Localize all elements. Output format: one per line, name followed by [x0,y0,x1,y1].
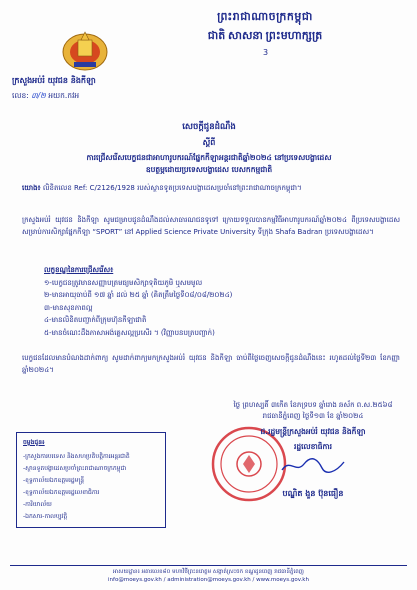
page-footer [10,565,407,584]
criteria-item: ៣-មានសុខភាពល្អ [44,303,93,312]
recipients-heading: ចម្លងជូន៖ [23,439,45,446]
criteria-list [44,264,384,339]
recipient-item: -ខុទ្ទកាល័យឯកឧត្តមរដ្ឋលេខាធិការ [23,489,100,496]
reference-subject [22,183,397,194]
recipient-item: -ស្ថានទូតបង្លាដេសប្រចាំព្រះរាជាណាចក្រកម្ពុជា [23,465,127,472]
title-line3: ការជ្រើសរើសបេក្ខជនជាអាហារូបករណ៍ផ្នែកកីឡាអន្តរជាតិឆ្នាំ២០២៤ នៅប្រទេសបង្លាដេស [86,153,332,162]
signatory-title: ជ.រដ្ឋមន្ត្រីក្រសួងអប់រំ យុវជន និងកីឡា [260,427,366,436]
kingdom-line2: ជាតិ សាសនា ព្រះមហាក្សត្រ [207,30,323,42]
title-line1: សេចក្តីជូនដំណឹង [182,122,236,132]
title-line2: ស្តីពី [202,138,216,147]
criteria-heading: លក្ខខណ្ឌនៃការជ្រើសរើស៖ [44,266,114,274]
handwritten-signature-icon [278,456,348,476]
ornament-divider: 3 [262,48,268,57]
recipient-item: -ក្រសួងការបរទេស និងសហប្រតិបត្តិការអន្តរជាតិ [23,453,130,460]
signatory-role: រដ្ឋលេខាធិការ [293,442,333,451]
recipient-item: -ការិយាល័យ [23,501,52,508]
body-paragraph-2: បេក្ខជនដែលមានបំណងដាក់ពាក្យ សូមដាក់ពាក្យមកក្រសួងអប់រំ យុវជន និងកីឡា ចាប់ពីថ្ងៃចេញសេចក្តីជូនដំណឹងនេះ រហូតដល់ថ្ងៃទី២៣ ខែកញ្ញា ឆ្នាំ២០២៤។ [22,354,400,374]
criteria-item: ២-មានអាយុចាប់ពី ១៧ ឆ្នាំ ដល់ ២៥ ឆ្នាំ (គិតត្រឹមថ្ងៃទី០៨/០៨/២០២៤) [44,291,233,299]
ref-number: ៣/២ [31,91,46,100]
criteria-item: ១-បេក្ខជនត្រូវមានសញ្ញាបត្រមធ្យមសិក្សាទុតិយភូមិ ឬសមមូល [44,278,203,287]
ministry-name: ក្រសួងអប់រំ យុវជន និងកីឡា [12,76,96,85]
criteria-item: ៤-មានលិខិតបញ្ជាក់ពីក្រុមហ៊ុនកីឡាជាតិ [44,316,147,324]
issue-date: រាជធានីភ្នំពេញ ថ្ងៃទី១៣ ខែ ឆ្នាំ២០២៤ [262,412,364,420]
ministry-emblem-icon [60,28,110,72]
footer-contact: info@moeys.gov.kh / administration@moeys.gov.kh / www.moeys.gov.kh [108,577,309,583]
copy-recipients-box [16,432,166,528]
footer-address: អាសយដ្ឋាន៖ អគារលេខ៨០ មហាវិថីព្រះនរោត្តម សង្កាត់ស្រះចក ខណ្ឌដូនពេញ រាជធានីភ្នំពេញ [113,569,304,575]
body-paragraph-1: ក្រសួងអប់រំ យុវជន និងកីឡា សូមជម្រាបជូនដំណឹងដល់សាធារណជនទូទៅ ក្រោយទទួលបានកម្មវិធីអាហារូបករណ៍ឆ្នាំ២០២៤ ពីប្រទេសបង្លាដេស សម្រាប់ការសិក្សាផ្នែកកីឡា “SPORT” នៅ Applied Science Private University ទីក្រុង Shafa Badran ប្រទេសបង្លាដេស។ [22,216,400,236]
criteria-item: ៥-មានចំណេះដឹងភាសាអង់គ្លេសល្អប្រសើរ ។ (វិញ្ញាបនបត្របញ្ជាក់) [44,328,215,337]
ref-label: លេខ: [12,91,29,100]
recipient-item: -ឯកសារ-កាលប្បវត្តិ [23,513,68,520]
subject-text: លិខិតលេខ Ref: C/2126/1928 របស់ស្ថានទូតប្រទេសបង្លាដេសប្រចាំនៅព្រះរាជាណាចក្រកម្ពុជា។ [42,184,302,192]
title-line4: ឧបត្ថម្ភដោយប្រទេសបង្លាដេស បេសកកម្មជាតិ [145,165,273,174]
signature-block [218,400,408,499]
reference-number [12,91,162,102]
recipient-item: -ខុទ្ទកាល័យឯកឧត្តមរដ្ឋមន្ត្រី [23,477,85,484]
document-title [18,122,400,176]
subject-label: យោង៖ [22,184,41,192]
lunar-date: ថ្ងៃ ព្រហស្បតិ៍ ៣កើត ខែភទ្របទ ឆ្នាំរោង ឆស័ក ព.ស.២៥៦៨ [233,401,393,409]
ref-suffix: អយក.កវអ [48,91,80,100]
kingdom-line1: ព្រះរាជាណាចក្រកម្ពុជា [217,11,313,23]
signatory-name: បណ្ឌិត ងួន ប៊ុនធឿន [282,489,344,498]
kingdom-header [150,10,380,57]
ministry-block [12,75,162,102]
